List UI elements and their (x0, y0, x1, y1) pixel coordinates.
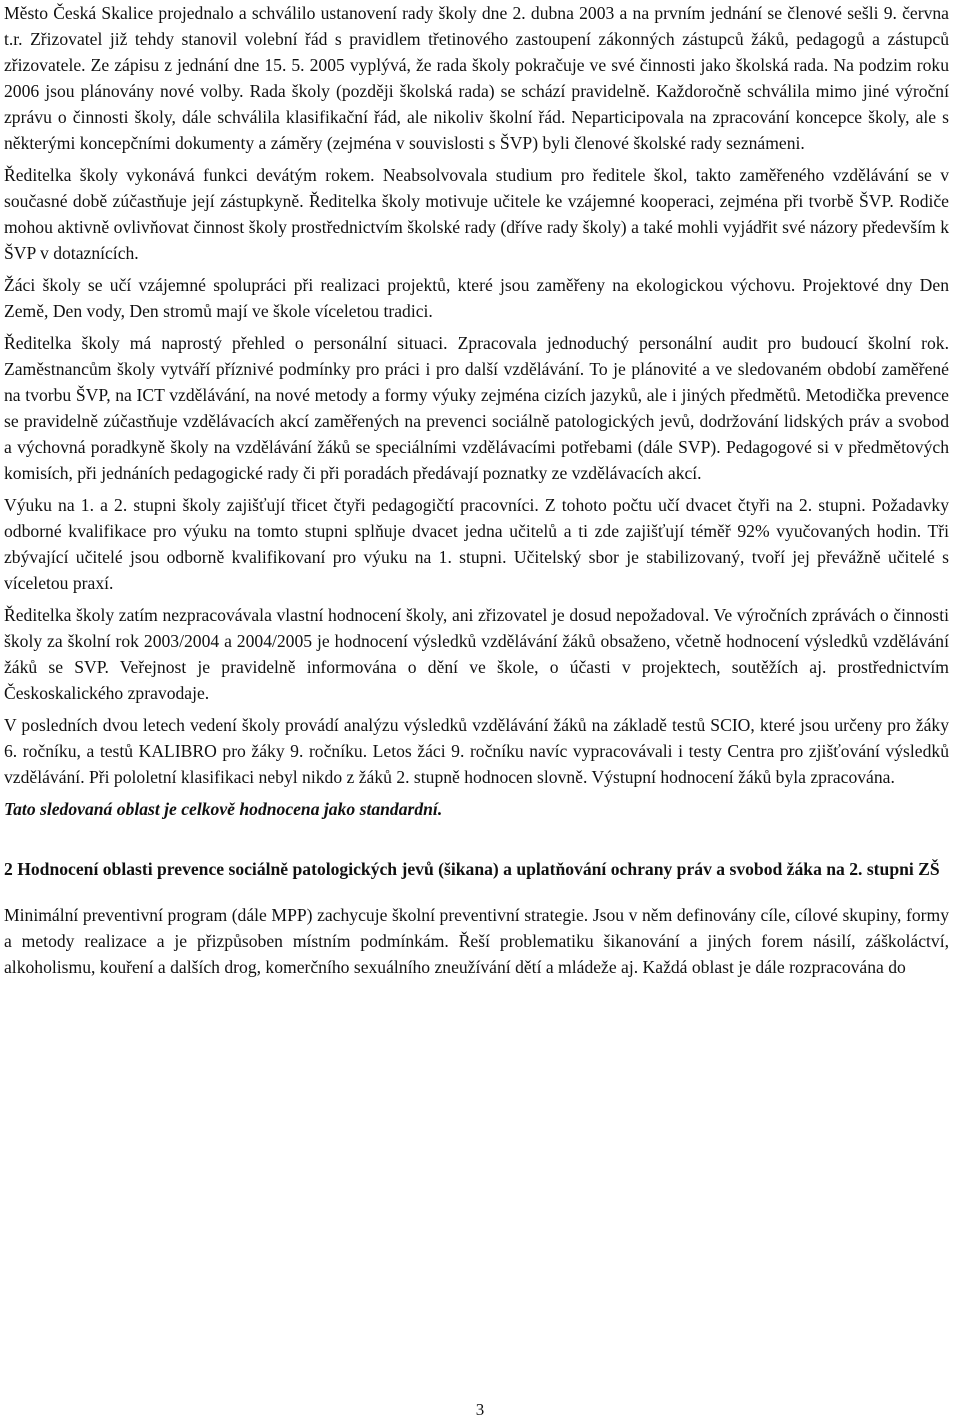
page-number: 3 (475, 1400, 485, 1419)
paragraph-self-evaluation: Ředitelka školy zatím nezpracovávala vlastní hodnocení školy, ani zřizovatel je dosud nepožadoval. Ve výročních zprávách o činnosti školy za školní rok 2003/2004 a 2004/2005 je hodnocení výsledků vzdělávání žáků obsaženo, včetně hodnocení výsledků vzdělávání žáků se SVP. Veřejnost je pravidelně informována o dění ve škole, o účasti v projektech, soutěžích aj. prostřednictvím Českoskalického zpravodaje. (4, 605, 949, 703)
section-heading: 2 Hodnocení oblasti prevence sociálně patologických jevů (šikana) a uplatňování ochrany práv a svobod žáka na 2. stupni ZŠ (4, 859, 940, 879)
paragraph-principal: Ředitelka školy vykonává funkci devátým rokem. Neabsolvovala studium pro ředitele škol, takto zaměřeného vzdělávání se v současné době zúčastňuje její zástupkyně. Ředitelka školy motivuje učitele ke vzájemné kooperaci, zejména při tvorbě ŠVP. Rodiče mohou aktivně ovlivňovat činnost školy prostřednictvím školské rady (dříve rady školy) a také mohli vyjádřit své názory především k ŠVP v dotaznících. (4, 165, 949, 263)
area-verdict: Tato sledovaná oblast je celkově hodnocena jako standardní. (4, 799, 443, 819)
paragraph-testing: V posledních dvou letech vedení školy provádí analýzu výsledků vzdělávání žáků na základě testů SCIO, které jsou určeny pro žáky 6. ročníku, a testů KALIBRO pro žáky 9. ročníku. Letos žáci 9. ročníku navíc vypracovávali i testy Centra pro zjišťování výsledků vzdělávání. Při pololetní klasifikaci nebyl nikdo z žáků 2. stupně hodnocen slovně. Výstupní hodnocení žáků byla zpracována. (4, 715, 949, 787)
paragraph-school-council: Město Česká Skalice projednalo a schválilo ustanovení rady školy dne 2. dubna 2003 a na prvním jednání se členové sešli 9. června t.r. Zřizovatel již tehdy stanovil volební řád s pravidlem třetinového zastoupení zákonných zástupců žáků, pedagogů a zástupců zřizovatele. Ze zápisu z jednání dne 15. 5. 2005 vyplývá, že rada školy pokračuje ve své činnosti jako školská rada. Na podzim roku 2006 jsou plánovány nové volby. Rada školy (později školská rada) se schází pravidelně. Každoročně schválila mimo jiné výroční zprávu o činnosti školy, dále schválila klasifikační řád, ale nikoliv školní řád. Neparticipovala na zpracování koncepce školy, ale s některými koncepčními dokumenty a záměry (zejména v souvislosti s ŠVP) byli členové školské rady seznámeni. (4, 3, 949, 153)
paragraph-personnel: Ředitelka školy má naprostý přehled o personální situaci. Zpracovala jednoduchý personální audit pro budoucí školní rok. Zaměstnancům školy vytváří příznivé podmínky pro práci i pro další vzdělávání. To je plánovité a ve sledovaném období zaměřené na tvorbu ŠVP, na ICT vzdělávání, na nové metody a formy výuky zejména cizích jazyků, ale i jiných předmětů. Metodička prevence se pravidelně zúčastňuje vzdělávacích akcí zaměřených na prevenci sociálně patologických jevů, dodržování lidských práv a svobod a výchovná poradkyně školy na vzdělávání žáků se speciálními vzdělávacími potřebami (dále SVP). Pedagogové si v předmětových komisích, při jednáních pedagogické rady či při poradách předávají poznatky ze vzdělávacích akcí. (4, 333, 949, 483)
document-page (4, 0, 949, 986)
paragraph-projects: Žáci školy se učí vzájemné spolupráci při realizaci projektů, které jsou zaměřeny na ekologickou výchovu. Projektové dny Den Země, Den vody, Den stromů mají ve škole víceletou tradici. (4, 275, 949, 321)
paragraph-prevention-program: Minimální preventivní program (dále MPP) zachycuje školní preventivní strategie. Jsou v něm definovány cíle, cílové skupiny, formy a metody realizace a je přizpůsoben místním podmínkám. Řeší problematiku šikanování a jiných forem násilí, záškoláctví, alkoholismu, kouření a dalších drog, komerčního sexuálního zneužívání dětí a mládeže aj. Každá oblast je dále rozpracována do (4, 905, 949, 977)
paragraph-teachers: Výuku na 1. a 2. stupni školy zajišťují třicet čtyři pedagogičtí pracovníci. Z tohoto počtu učí dvacet čtyři na 2. stupni. Požadavky odborné kvalifikace pro výuku na tomto stupni splňuje dvacet jedna učitelů a ti zde zajišťují téměř 92% vyučovaných hodin. Tři zbývající učitelé jsou odborně kvalifikovaní pro výuku na 1. stupni. Učitelský sbor je stabilizovaný, tvoří jej převážně učitelé s víceletou praxí. (4, 495, 949, 593)
